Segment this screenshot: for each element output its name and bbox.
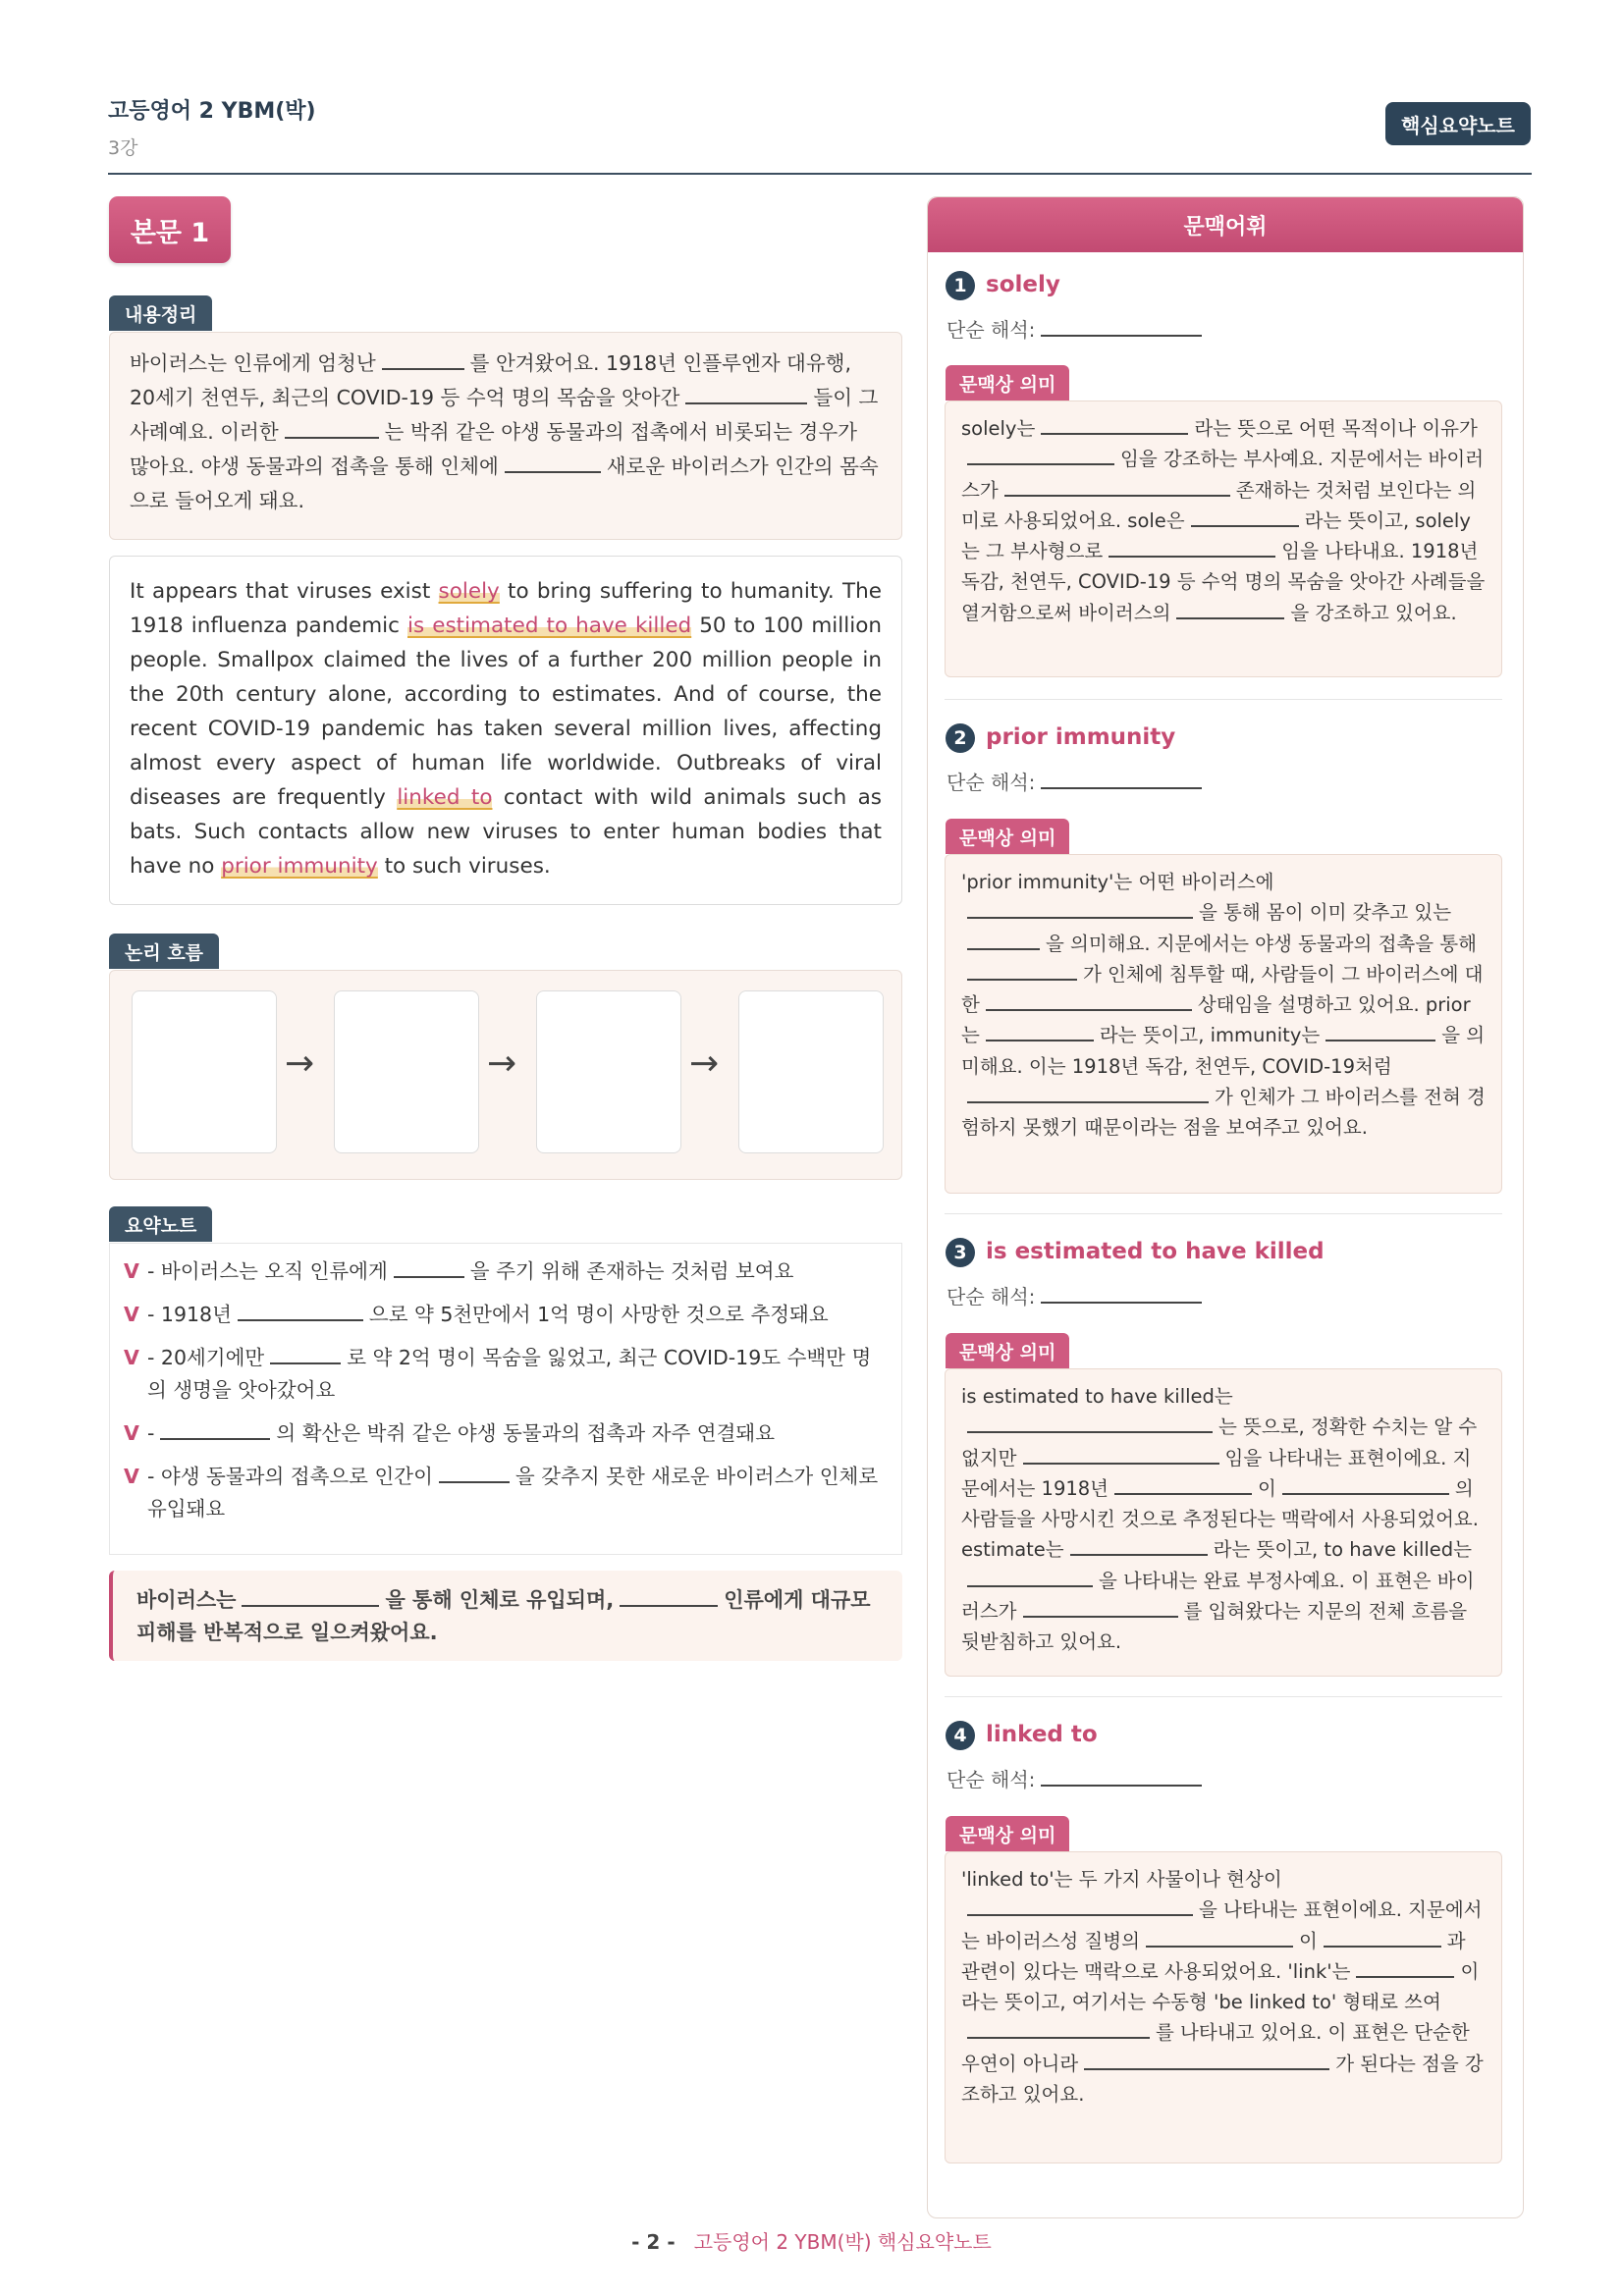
summary-text: 바이러스는 인류에게 엄청난	[130, 351, 376, 375]
summary-box	[109, 332, 902, 540]
note-text: 을 갖추지 못한 새로운 바이러스가 인체로 유입돼요	[147, 1465, 879, 1521]
simple-translation-blank[interactable]	[1041, 1765, 1202, 1787]
header-divider	[108, 173, 1532, 175]
context-text: 을 나타내는 완료 부정사예요. 이 표현은 바이러스가	[961, 1569, 1475, 1624]
context-text: 을 의미해요. 이는 1918년 독감, 천연두, COVID-19처럼	[961, 1024, 1486, 1078]
context-text: 라는 뜻으로 어떤 목적이나 이유가	[1194, 417, 1478, 440]
context-blank[interactable]	[1109, 537, 1275, 559]
context-meaning-tag: 문맥상 의미	[946, 1816, 1069, 1851]
context-meaning-box	[945, 1851, 1502, 2163]
context-text: 가 된다는 점을 강조하고 있어요.	[961, 2052, 1484, 2107]
context-text: is estimated to have killed는	[961, 1385, 1233, 1408]
note-blank[interactable]	[394, 1256, 464, 1279]
context-text: 는 뜻으로, 정확한 수치는 알 수 없지만	[961, 1415, 1478, 1469]
context-text: 'linked to'는 두 가지 사물이나 현상이	[961, 1868, 1282, 1891]
document-badge: 핵심요약노트	[1385, 102, 1531, 145]
note-blank[interactable]	[439, 1462, 510, 1484]
vocab-number-badge: 2	[946, 723, 975, 753]
context-meaning-tag: 문맥상 의미	[946, 365, 1069, 400]
context-blank[interactable]	[1023, 1597, 1178, 1619]
context-text: 임을 나타내는 표현이에요. 지문에서는 1918년	[961, 1446, 1472, 1500]
check-mark-icon: V	[124, 1346, 139, 1369]
passage-segment: It appears that viruses exist	[130, 579, 439, 604]
note-text: - 바이러스는 오직 인류에게	[147, 1259, 388, 1283]
simple-translation-blank[interactable]	[1041, 315, 1202, 337]
simple-translation	[947, 314, 1208, 343]
simple-translation-label: 단순 해석:	[947, 771, 1036, 794]
logic-flow-box	[109, 970, 902, 1180]
context-blank[interactable]	[1324, 1926, 1441, 1948]
context-blank[interactable]	[967, 1413, 1213, 1434]
highlight-linked-to: linked to	[397, 785, 493, 810]
vocab-word: prior immunity	[986, 724, 1176, 750]
context-meaning-box	[945, 1368, 1502, 1677]
context-blank[interactable]	[967, 1083, 1209, 1104]
flow-step-box[interactable]	[132, 990, 277, 1153]
summary-text: 를 안겨왔어요. 1918년 인플루엔자 대유행, 20세기 천연두, 최근의 COVID-19 등 수억 명의 목숨을 앗아간	[130, 351, 851, 409]
context-blank[interactable]	[1070, 1535, 1208, 1557]
note-blank[interactable]	[238, 1300, 363, 1322]
context-text: 과 관련이 있다는 맥락으로 사용되었어요. 'link'는	[961, 1929, 1466, 1983]
context-text: solely는	[961, 417, 1036, 440]
context-blank[interactable]	[967, 898, 1193, 920]
vocab-number-badge: 1	[946, 271, 975, 300]
context-text: 임을 나타내요. 1918년 독감, 천연두, COVID-19 등 수억 명의 목숨을 앗아간 사례들을 열거함으로써 바이러스의	[961, 540, 1486, 624]
summary-text: 새로운 바이러스가 인간의 몸속으로 들어오게 돼요.	[130, 454, 879, 512]
context-blank[interactable]	[967, 1896, 1193, 1917]
check-mark-icon: V	[124, 1303, 139, 1326]
note-item	[124, 1342, 888, 1407]
context-text: 을 통해 몸이 이미 갖추고 있는	[1199, 901, 1452, 925]
highlight-solely: solely	[438, 579, 500, 604]
context-text: 를 나타내고 있어요. 이 표현은 단순한 우연이 아니라	[961, 2021, 1470, 2075]
context-text: 을 의미해요. 지문에서는 야생 동물과의 접촉을 통해	[1046, 932, 1477, 955]
note-item	[124, 1255, 888, 1288]
summary-blank[interactable]	[685, 383, 807, 405]
context-text: 임을 강조하는 부사예요. 지문에서는 바이러스가	[961, 448, 1485, 502]
note-item	[124, 1417, 888, 1450]
check-mark-icon: V	[124, 1259, 139, 1283]
context-text: 존재하는 것처럼 보인다는 의미로 사용되었어요. sole은	[961, 478, 1477, 532]
context-blank[interactable]	[967, 1566, 1093, 1587]
conclusion-text: 바이러스는	[136, 1588, 237, 1612]
conclusion-blank[interactable]	[620, 1584, 718, 1607]
passage-number-tag: 본문 1	[109, 196, 231, 263]
context-text: 가 인체가 그 바이러스를 전혀 경험하지 못했기 때문이라는 점을 보여주고 있어요.	[961, 1086, 1486, 1140]
lesson-number: 3강	[108, 137, 138, 159]
summary-section-tag: 내용정리	[109, 295, 212, 331]
context-text: 'prior immunity'는 어떤 바이러스에	[961, 871, 1274, 893]
context-meaning-box	[945, 854, 1502, 1194]
summary-notes-box	[109, 1243, 902, 1555]
simple-translation-blank[interactable]	[1041, 768, 1202, 789]
simple-translation-label: 단순 해석:	[947, 318, 1036, 342]
conclusion-box	[109, 1571, 902, 1661]
simple-translation	[947, 1764, 1208, 1792]
context-text: 라는 뜻이고, immunity는	[1099, 1024, 1321, 1047]
context-blank[interactable]	[1023, 1443, 1219, 1465]
context-blank[interactable]	[967, 959, 1077, 981]
passage-segment: 50 to 100 million people. Smallpox claimed the lives of a further 200 million people in the 20th century alone, according to estimates. And of course, the recent COVID-19 pandemic has taken several million lives, affecting almost every aspect of human life worldwide. Outbreaks of viral diseases are frequently	[130, 614, 882, 810]
arrow-right-icon: →	[689, 1043, 720, 1084]
context-blank[interactable]	[1282, 1473, 1449, 1495]
note-text: 로 약 2억 명이 목숨을 잃었고, 최근 COVID-19도 수백만 명의 생명을 앗아갔어요	[147, 1346, 872, 1402]
context-blank[interactable]	[1176, 598, 1284, 619]
flow-step-box[interactable]	[536, 990, 681, 1153]
note-blank[interactable]	[270, 1343, 341, 1365]
vocab-divider	[945, 699, 1502, 700]
context-meaning-tag: 문맥상 의미	[946, 1333, 1069, 1368]
note-text: -	[147, 1421, 155, 1445]
context-text: 이	[1258, 1476, 1276, 1500]
note-item	[124, 1299, 888, 1331]
context-text: 를 입혀왔다는 지문의 전체 흐름을 뒷받침하고 있어요.	[961, 1600, 1468, 1654]
simple-translation-label: 단순 해석:	[947, 1768, 1036, 1791]
context-blank[interactable]	[967, 445, 1114, 466]
context-blank[interactable]	[967, 929, 1040, 950]
summary-blank[interactable]	[285, 417, 379, 440]
note-text: - 야생 동물과의 접촉으로 인간이	[147, 1465, 433, 1488]
page-footer	[0, 2226, 1623, 2255]
note-text: 의 확산은 박쥐 같은 야생 동물과의 접촉과 자주 연결돼요	[276, 1421, 776, 1445]
highlight-is-estimated-to-have-killed: is estimated to have killed	[407, 614, 692, 638]
conclusion-text: 을 통해 인체로 유입되며,	[385, 1588, 615, 1612]
vocab-divider	[945, 1213, 1502, 1214]
footer-title: 고등영어 2 YBM(박) 핵심요약노트	[693, 2230, 992, 2254]
page-number: - 2 -	[631, 2230, 676, 2254]
passage-text	[130, 574, 882, 883]
context-text: 라는 뜻이고, to have killed는	[1213, 1538, 1473, 1562]
logic-flow-tag: 논리 흐름	[109, 934, 219, 969]
passage-segment: to such viruses.	[377, 854, 551, 879]
passage-segment: contact with wild animals such as bats. Such contacts allow new viruses to enter human bodies that have no	[130, 785, 883, 879]
context-vocab-header: 문맥어휘	[928, 197, 1523, 252]
flow-step-box[interactable]	[334, 990, 479, 1153]
context-blank[interactable]	[986, 990, 1192, 1012]
vocab-number-badge: 4	[946, 1721, 975, 1750]
check-mark-icon: V	[124, 1465, 139, 1488]
arrow-right-icon: →	[285, 1043, 315, 1084]
simple-translation-label: 단순 해석:	[947, 1285, 1036, 1308]
context-blank[interactable]	[1146, 1926, 1293, 1948]
note-item	[124, 1461, 888, 1525]
context-blank[interactable]	[1114, 1473, 1252, 1495]
simple-translation-blank[interactable]	[1041, 1282, 1202, 1304]
context-text: 라는 뜻이고, solely는 그 부사형으로	[961, 508, 1471, 563]
simple-translation	[947, 767, 1208, 795]
context-blank[interactable]	[1084, 2049, 1329, 2070]
conclusion-blank[interactable]	[242, 1584, 379, 1607]
summary-blank[interactable]	[382, 348, 464, 371]
passage-segment: to bring suffering to humanity. The 1918 influenza pandemic	[130, 579, 882, 638]
note-text: 으로 약 5천만에서 1억 명이 사망한 것으로 추정돼요	[368, 1303, 829, 1326]
context-blank[interactable]	[967, 2018, 1150, 2040]
context-meaning-tag: 문맥상 의미	[946, 819, 1069, 854]
simple-translation	[947, 1281, 1208, 1309]
note-blank[interactable]	[160, 1418, 270, 1441]
context-text: 을 강조하고 있어요.	[1290, 601, 1457, 624]
summary-text: 는 박쥐 같은 야생 동물과의 접촉에서 비롯되는 경우가 많아요. 야생 동물과의 접촉을 통해 인체에	[130, 420, 857, 478]
summary-text: 들이 그 사례예요. 이러한	[130, 386, 879, 444]
context-blank[interactable]	[1004, 475, 1230, 497]
context-text: 을 나타내는 표현이에요. 지문에서는 바이러스성 질병의	[961, 1898, 1483, 1952]
vocab-word: solely	[986, 272, 1060, 297]
passage-box	[109, 556, 902, 905]
summary-notes-tag: 요약노트	[109, 1206, 212, 1242]
context-text: 의 사람들을 사망시킨 것으로 추정된다는 맥락에서 사용되었어요. estimate는	[961, 1476, 1479, 1562]
context-blank[interactable]	[1191, 506, 1299, 527]
arrow-right-icon: →	[487, 1043, 517, 1084]
document-title: 고등영어 2 YBM(박)	[108, 99, 316, 124]
vocab-word: is estimated to have killed	[986, 1239, 1325, 1264]
note-text: - 20세기에만	[147, 1346, 265, 1369]
vocab-word: linked to	[986, 1722, 1098, 1747]
conclusion-text: 인류에게 대규모 피해를 반복적으로 일으켜왔어요.	[136, 1588, 871, 1644]
context-text: 이라는 뜻이고, 여기서는 수동형 'be linked to' 형태로 쓰여	[961, 1959, 1480, 2014]
context-meaning-box	[945, 400, 1502, 677]
vocab-number-badge: 3	[946, 1238, 975, 1267]
context-text: 가 인체에 침투할 때, 사람들이 그 바이러스에 대한	[961, 962, 1484, 1017]
vocab-divider	[945, 1696, 1502, 1697]
note-text: - 1918년	[147, 1303, 232, 1326]
flow-step-box[interactable]	[738, 990, 884, 1153]
context-blank[interactable]	[1041, 414, 1188, 436]
summary-blank[interactable]	[505, 452, 601, 474]
context-blank[interactable]	[1356, 1956, 1454, 1978]
context-text: 이	[1298, 1929, 1318, 1952]
context-text: 상태임을 설명하고 있어요. prior는	[961, 993, 1471, 1047]
context-blank[interactable]	[986, 1021, 1094, 1042]
context-blank[interactable]	[1325, 1021, 1435, 1042]
highlight-prior-immunity: prior immunity	[221, 854, 378, 879]
note-text: 을 주기 위해 존재하는 것처럼 보여요	[469, 1259, 794, 1283]
check-mark-icon: V	[124, 1421, 139, 1445]
